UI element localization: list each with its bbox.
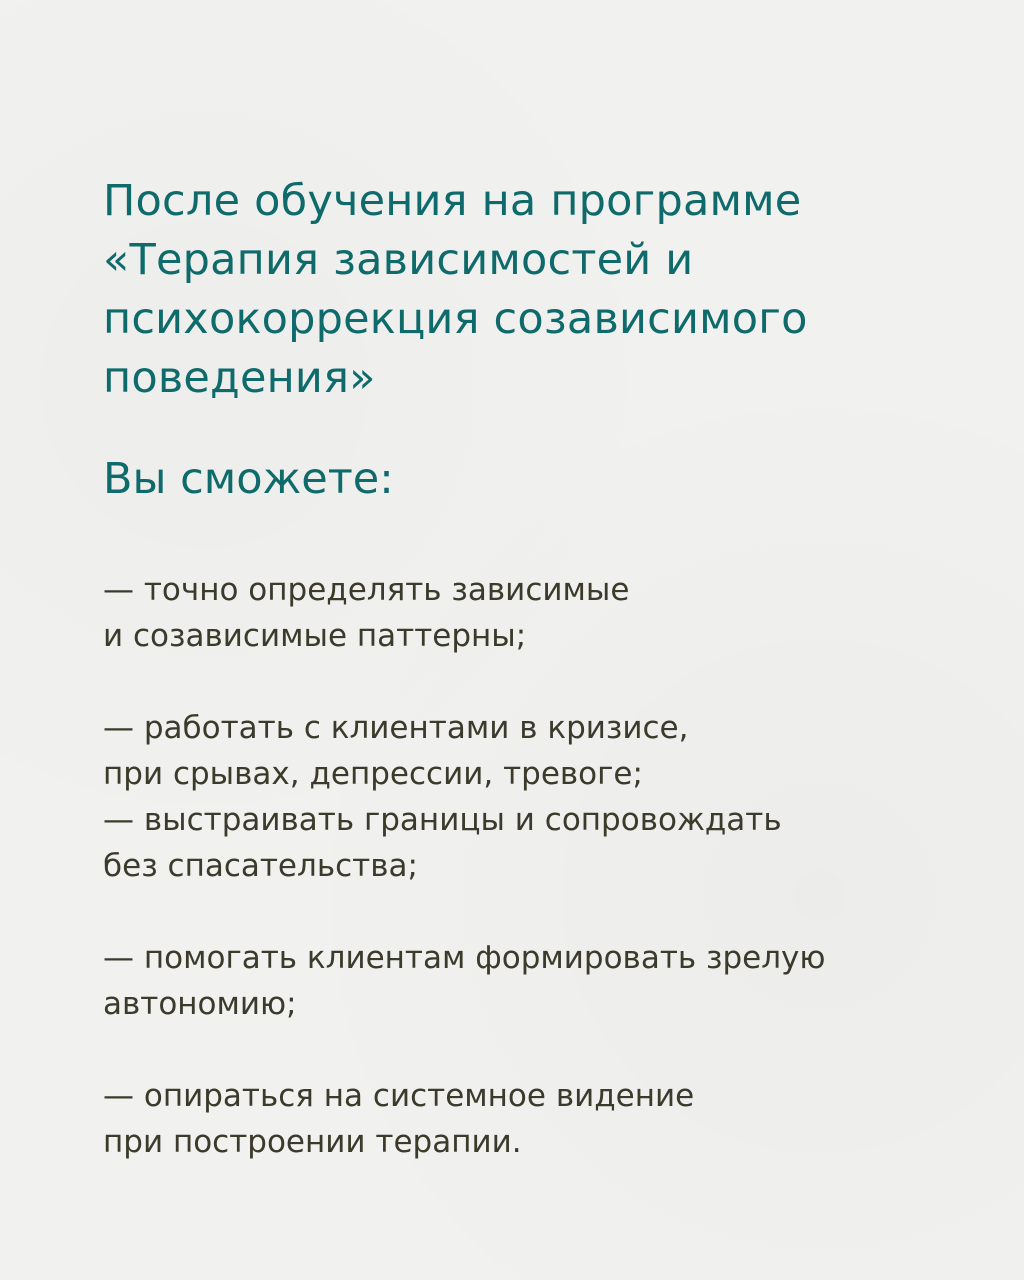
list-item-line: и созависимые паттерны; [103,618,527,654]
title-line: психокоррекция созависимого [103,294,808,344]
benefits-list [103,567,923,1165]
slide-content [103,172,923,1165]
list-item-line: — выстраивать границы и сопровождать [103,802,782,838]
spacer [103,659,923,705]
list-item [103,1073,923,1165]
list-item-line: при построении терапии. [103,1124,522,1160]
list-item-line: при срывах, депрессии, тревоге; [103,756,643,792]
list-item-line: — опираться на системное видение [103,1078,695,1114]
list-item-line: — точно определять зависимые [103,572,630,608]
list-item-line: — помогать клиентам формировать зрелую [103,940,826,976]
list-item [103,935,923,1027]
list-item-line: автономию; [103,986,297,1022]
list-item [103,797,923,889]
list-item-line: без спасательства; [103,848,418,884]
subheading: Вы сможете: [103,454,394,504]
spacer [103,889,923,935]
list-item-line: — работать с клиентами в кризисе, [103,710,689,746]
spacer [103,1027,923,1073]
title-line: поведения» [103,353,376,403]
title-line: «Терапия зависимостей и [103,235,694,285]
list-item [103,567,923,659]
page-title [103,172,923,408]
list-item [103,705,923,797]
title-line: После обучения на программе [103,176,802,226]
